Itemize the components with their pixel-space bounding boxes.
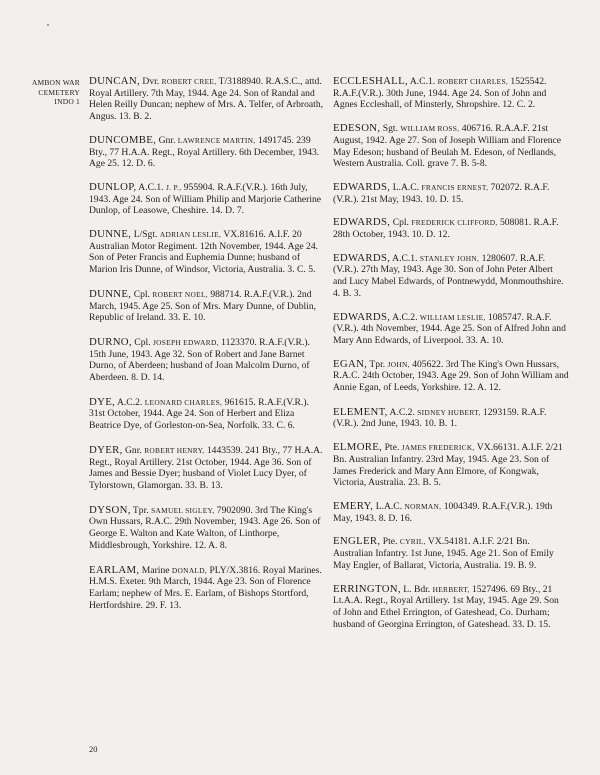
entry-details: 1527496. 69 Bty., 21 Lt.A.A. Regt., Royal Artillery. 1st May, 1945. Age 29. Son of John and Ethel Errington, of Gateshead, Co. Durham; husband of Georgina Errington, of Gateshead. 33. D. 15. <box>333 583 559 630</box>
entry-rank: Tpr. <box>367 358 388 370</box>
casualty-entry <box>333 536 569 571</box>
entry-forenames: ADRIAN LESLIE, <box>159 230 222 240</box>
casualty-entry <box>89 182 325 217</box>
entry-details: 7902090. 3rd The King's Own Hussars, R.A.C. 29th November, 1943. Age 26. Son of George E. Walton and Kate Walton, of Linthorpe, Middlesbrough, Yorkshire. 12. A. 8. <box>89 504 321 551</box>
entry-rank: L.A.C. <box>390 181 422 193</box>
entry-rank: Cpl. <box>390 217 412 229</box>
entry-surname: EGAN, <box>333 357 368 370</box>
entry-details: VX.54181. A.I.F. 2/21 Bn. Australian Infantry. 1st June, 1945. Age 21. Son of Emily May Engler, of Ballarat, Victoria, Australia. 19. B. 9. <box>333 536 554 571</box>
entry-forenames: ROBERT CHARLES, <box>437 77 509 86</box>
entry-forenames: HERBERT, <box>432 584 470 594</box>
entry-rank: Gnr. <box>122 444 145 456</box>
page-number: 20 <box>89 744 98 754</box>
entry-surname: EARLAM, <box>89 563 140 576</box>
entry-details: T/3188940. R.A.S.C., attd. Royal Artillery. 7th May, 1944. Age 24. Son of Randal and Helen Reilly Duncan; nephew of Mrs. A. Telfer, of Arbroath, Angus. 13. B. 2. <box>89 76 324 123</box>
entry-surname: DUNNE, <box>89 287 132 300</box>
entry-rank: Gnr. <box>156 134 178 146</box>
entry-forenames: JAMES FREDERICK, <box>401 443 475 453</box>
entry-surname: EDWARDS, <box>333 180 391 193</box>
casualty-entry <box>89 505 325 552</box>
entry-forenames: ROBERT HENRY, <box>144 445 205 455</box>
casualty-entry <box>333 217 569 240</box>
entry-details: 1293159. R.A.F.(V.R.). 2nd June, 1943. 10. B. 1. <box>333 406 547 430</box>
casualty-entry <box>333 407 569 430</box>
entry-forenames: JOHN, <box>387 359 410 369</box>
casualty-entry <box>89 445 325 492</box>
entry-surname: DYE, <box>89 395 116 408</box>
entry-surname: EDWARDS, <box>333 310 391 323</box>
casualty-entry <box>89 397 325 432</box>
side-label-line: CEMETERY <box>38 87 80 97</box>
casualty-entry <box>89 135 325 170</box>
entry-details: VX.66131. A.I.F. 2/21 Bn. Australian Infantry. 23rd May, 1945. Age 23. Son of James Frederick and Mary Ann Elmore, of Kongwak, Victoria, Australia. 23. B. 5. <box>333 442 563 489</box>
entry-forenames: J. P., <box>165 182 182 192</box>
entry-forenames: FRANCIS ERNEST, <box>421 182 489 192</box>
entry-rank: Marine <box>139 564 172 576</box>
entry-rank: A.C.1. <box>390 252 420 264</box>
entry-forenames: WILLIAM LESLIE, <box>419 312 486 322</box>
entry-forenames: NORMAN, <box>404 501 442 511</box>
casualty-entry <box>333 123 569 170</box>
entry-rank: A.C.2. <box>390 311 420 323</box>
side-label-line: AMBON WAR <box>31 78 80 87</box>
entry-rank: A.C.1. <box>407 76 438 87</box>
entry-details: 405622. 3rd The King's Own Hussars, R.A.C. 24th October, 1943. Age 29. Son of John William and Annie Egan, of Leeds, Yorkshire. 12. A. 12. <box>333 358 569 394</box>
entry-rank: Tpr. <box>130 504 152 516</box>
casualty-entry <box>333 501 569 524</box>
entry-details: 406716. R.A.A.F. 21st August, 1942. Age 27. Son of Joseph William and Florence May Edeson; husband of Beulah M. Edeson, of Nedlands, Western Australia. Coll. grave 7. B. 5-8. <box>333 123 562 170</box>
entry-surname: ERRINGTON, <box>333 582 401 595</box>
entry-details: 702072. R.A.F.(V.R.). 21st May, 1943. 10. D. 15. <box>333 181 550 205</box>
casualty-entry <box>333 584 569 631</box>
entry-details: 961615. R.A.F.(V.R.). 31st October, 1944. Age 24. Son of Herbert and Eliza Beatrice Dye, of Gorleston-on-Sea, Norfolk. 33. C. 6. <box>89 396 309 432</box>
paper-speck <box>47 24 49 26</box>
entry-details: 955904. R.A.F.(V.R.). 16th July, 1943. Age 24. Son of William Philip and Marjorie Catherine Dunlop, of Leasowe, Cheshire. 14. D. 7. <box>89 181 322 217</box>
casualty-entry <box>89 289 325 324</box>
entry-surname: DUNCOMBE, <box>89 133 157 146</box>
entry-surname: ENGLER, <box>333 535 381 548</box>
entry-rank: Pte. <box>382 442 402 454</box>
entry-surname: DYSON, <box>89 503 131 516</box>
entry-surname: EMERY, <box>333 499 374 512</box>
entry-details: 988714. R.A.F.(V.R.). 2nd March, 1945. Age 25. Son of Mrs. Mary Dunne, of Dublin, Republic of Ireland. 33. E. 10. <box>89 288 317 324</box>
entry-details: 1004349. R.A.F.(V.R.). 19th May, 1943. 8. D. 16. <box>333 500 553 524</box>
casualty-entry <box>89 565 325 612</box>
entry-rank: A.C.1. <box>136 181 166 193</box>
entry-surname: EDWARDS, <box>333 251 391 264</box>
casualty-entry <box>333 442 569 489</box>
entry-rank: A.C.2. <box>387 406 418 418</box>
casualty-entry <box>89 337 325 384</box>
entry-details: PLY/X.3816. Royal Marines. H.M.S. Exeter. 9th March, 1944. Age 23. Son of Florence Earlam; nephew of Mrs. E. Earlam, of Bishops Stortford, Hertfordshire. 29. F. 13. <box>89 564 322 611</box>
entry-surname: DURNO, <box>89 335 132 348</box>
entry-details: 1123370. R.A.F.(V.R.). 15th June, 1943. Age 32. Son of Robert and Jane Barnet Durno, of Aberdeen; husband of Joan Malcolm Durno, of Aberdeen. 8. D. 14. <box>89 336 310 384</box>
entry-forenames: JOSEPH EDWARD, <box>152 337 219 347</box>
entry-forenames: SIDNEY HUBERT, <box>417 407 481 417</box>
entry-forenames: WILLIAM ROSS, <box>400 124 460 134</box>
casualty-entry <box>89 229 325 276</box>
entry-surname: ECCLESHALL, <box>333 75 408 87</box>
entry-surname: EDWARDS, <box>333 216 391 229</box>
entry-rank: Cpl. <box>131 336 153 348</box>
entry-forenames: FREDERICK CLIFFORD, <box>411 218 498 228</box>
entry-forenames: SAMUEL SIGLEY, <box>151 505 215 515</box>
entry-rank: L. Bdr. <box>400 583 433 595</box>
entry-forenames: LAWRENCE MARTIN, <box>177 135 256 145</box>
entry-surname: DUNNE, <box>89 228 132 241</box>
entry-forenames: ROBERT NOEL, <box>152 289 208 299</box>
entry-details: 1525542. R.A.F.(V.R.). 30th June, 1944. Age 24. Son of John and Agnes Eccleshall, of Minsterly, Shropshire. 12. C. 2. <box>333 76 547 111</box>
entry-surname: DUNLOP, <box>89 180 137 193</box>
right-column <box>333 76 569 630</box>
entry-surname: ELEMENT, <box>333 405 388 418</box>
entry-details: 1280607. R.A.F.(V.R.). 27th May, 1943. Age 30. Son of John Peter Albert and Lucy Mabel Edwards, of Pontnewydd, Monmouthshire. 4. B. 3. <box>333 252 564 299</box>
casualty-entry <box>333 312 569 347</box>
entry-rank: Dvr. <box>140 76 162 87</box>
entry-details: 508081. R.A.F. 28th October, 1943. 10. D. 12. <box>333 217 559 241</box>
casualty-entry <box>333 76 569 111</box>
entry-forenames: LEONARD CHARLES, <box>144 397 223 407</box>
entry-rank: L/Sgt. <box>131 229 160 241</box>
entry-surname: DYER, <box>89 443 123 456</box>
entry-details: VX.81616. A.I.F. 20 Australian Motor Regiment. 12th November, 1944. Age 24. Son of Peter Francis and Euphemia Dunne; husband of Marion Iris Dunne, of Windsor, Victoria, Australia. 3. C. 5. <box>89 229 319 276</box>
side-label-line: INDO 1 <box>54 97 80 107</box>
entry-forenames: DONALD, <box>171 565 208 575</box>
entry-details: 1085747. R.A.F.(V.R.). 4th November, 1944. Age 25. Son of Alfred John and Mary Ann Edwards, of Liverpool. 33. A. 10. <box>333 311 566 346</box>
casualty-entry <box>333 253 569 300</box>
entry-surname: EDESON, <box>333 122 381 135</box>
entry-rank: L.A.C. <box>373 500 405 512</box>
entry-rank: A.C.2. <box>115 396 145 408</box>
casualty-entry <box>89 76 325 123</box>
entry-details: 1443539. 241 Bty., 77 H.A.A. Regt., Royal Artillery. 21st October, 1944. Age 36. Son of James and Bessie Dyer; husband of Violet Lucy Dyer, of Tylorstown, Glamorgan. 33. B. 13. <box>89 444 323 491</box>
left-column <box>89 76 325 611</box>
entry-forenames: CYRIL, <box>399 537 426 547</box>
entry-surname: DUNCAN, <box>89 75 140 87</box>
casualty-entry <box>333 182 569 205</box>
entry-details: 1491745. 239 Bty., 77 H.A.A. Regt., Royal Artillery. 6th December, 1943. Age 25. 12. D. 6. <box>89 134 320 170</box>
entry-forenames: ROBERT CREE, <box>161 77 217 86</box>
casualty-entry <box>333 359 569 394</box>
entry-rank: Cpl. <box>131 288 153 300</box>
cemetery-side-label <box>28 78 80 107</box>
entry-rank: Sgt. <box>380 123 401 135</box>
entry-surname: ELMORE, <box>333 441 383 454</box>
entry-forenames: STANLEY JOHN, <box>419 253 480 263</box>
entry-rank: Pte. <box>380 536 400 548</box>
